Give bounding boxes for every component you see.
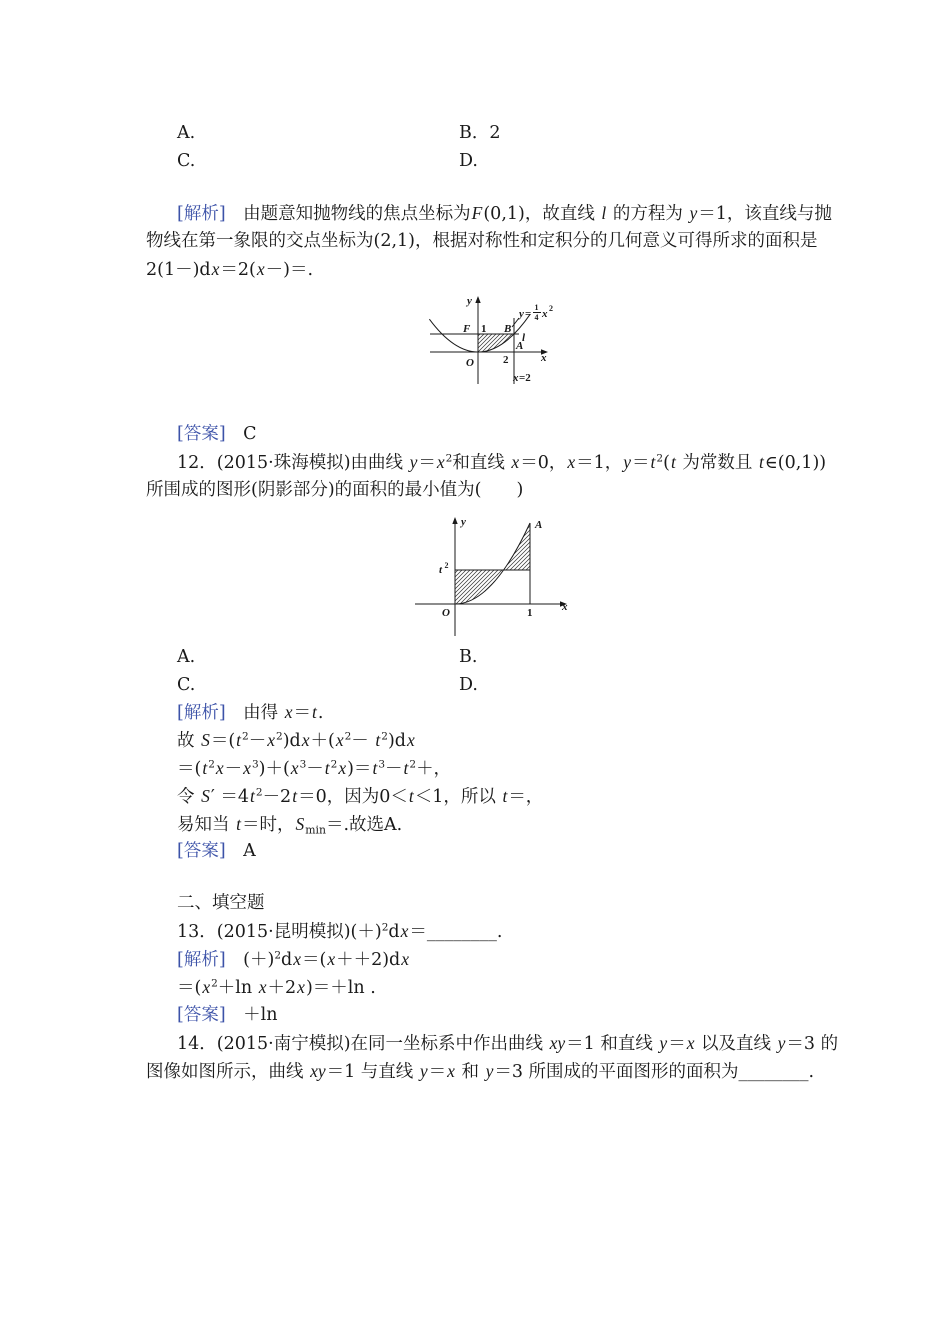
text-run: 12．(2015·珠海模拟)由曲线 bbox=[177, 453, 409, 473]
text-run: ＝( bbox=[177, 759, 202, 779]
text-run: ＝ bbox=[418, 453, 436, 473]
curve-label-leader bbox=[512, 318, 519, 327]
superscript: 2 bbox=[344, 730, 352, 743]
math-variable: S bbox=[201, 786, 210, 806]
t-squared-label-var: t bbox=[439, 564, 443, 576]
hatch-line bbox=[466, 570, 498, 602]
parabola-curve bbox=[455, 523, 530, 604]
text-run: ＜1，所以 bbox=[414, 787, 502, 807]
hatch-line bbox=[478, 334, 496, 352]
text-run: － bbox=[385, 759, 403, 779]
math-variable: x bbox=[267, 730, 275, 750]
text-run: 图像如图所示，曲线 bbox=[146, 1062, 310, 1082]
q12-stem-line bbox=[146, 476, 523, 504]
text-run: )d bbox=[387, 731, 406, 751]
superscript: 2 bbox=[409, 758, 417, 771]
math-variable: x bbox=[567, 452, 576, 472]
text-run: ＝ bbox=[668, 1034, 686, 1054]
text-run: ＝时， bbox=[241, 815, 295, 835]
q12-area-figure bbox=[410, 512, 575, 640]
text-run: )＝＋ln . bbox=[305, 978, 376, 998]
text-run: 为常数且 bbox=[676, 453, 758, 473]
text-run: ∈(0,1)) bbox=[764, 453, 827, 473]
text-run: ＋( bbox=[310, 731, 335, 751]
math-variable: x bbox=[202, 977, 211, 997]
q12-stem-line bbox=[177, 448, 826, 476]
text-run: ( bbox=[663, 453, 670, 473]
q11-analysis-line bbox=[146, 255, 313, 283]
section-label: [解析] bbox=[177, 703, 226, 723]
text-run: 易知当 bbox=[177, 815, 236, 835]
hatch-line bbox=[455, 570, 482, 597]
q12-analysis-line bbox=[177, 726, 416, 754]
curve-label-x: x bbox=[542, 308, 548, 320]
q12-option-b: B. bbox=[459, 647, 478, 667]
text-run: ＝( bbox=[301, 950, 327, 970]
superscript: 2 bbox=[445, 452, 453, 465]
text-run: ＝0， bbox=[520, 453, 567, 473]
text-run: ＝1 与直线 bbox=[326, 1062, 419, 1082]
hatch-line bbox=[455, 570, 474, 589]
q11-analysis-line bbox=[177, 199, 832, 227]
text-run: ＝3 的 bbox=[786, 1034, 839, 1054]
x-axis-label: x bbox=[562, 601, 568, 613]
math-variable: xy bbox=[549, 1033, 566, 1053]
superscript: 2 bbox=[274, 949, 281, 962]
y-axis-arrow-icon bbox=[475, 296, 480, 303]
text-run: －2 bbox=[262, 787, 292, 807]
text-run: )＝ bbox=[347, 759, 372, 779]
q13-stem-line bbox=[177, 917, 502, 945]
math-variable: y bbox=[777, 1033, 786, 1053]
superscript: 3 bbox=[251, 758, 259, 771]
q11-hatched-region bbox=[478, 334, 512, 352]
q11-analysis-line bbox=[146, 227, 817, 255]
text-run: 令 bbox=[177, 787, 201, 807]
hatch-line bbox=[510, 550, 530, 570]
math-variable: x bbox=[297, 977, 305, 997]
math-variable: S bbox=[201, 730, 210, 750]
math-variable: t bbox=[408, 786, 414, 806]
section-label: [答案] bbox=[177, 1005, 226, 1025]
math-variable: x bbox=[338, 758, 347, 778]
y-tick-label: 1 bbox=[481, 323, 487, 335]
text-run: ＋＋2)d bbox=[336, 950, 401, 970]
math-variable: x bbox=[686, 1033, 695, 1053]
origin-label: O bbox=[466, 357, 474, 369]
section-label: [解析] bbox=[177, 950, 226, 970]
text-run: ＝ bbox=[293, 703, 312, 723]
superscript: 2 bbox=[330, 758, 338, 771]
y-axis-arrow-icon bbox=[452, 517, 457, 524]
hatch-line bbox=[473, 570, 503, 600]
hatch-line bbox=[514, 554, 530, 570]
q12-analysis-line bbox=[177, 810, 402, 838]
superscript: 2 bbox=[242, 730, 249, 743]
math-variable: y bbox=[689, 203, 698, 223]
q11-parabola-figure bbox=[420, 292, 565, 388]
text-run: － bbox=[224, 759, 243, 779]
text-run: 13．(2015·昆明模拟)(＋) bbox=[177, 922, 382, 942]
math-variable: t bbox=[403, 758, 409, 778]
text-run: ＝， bbox=[508, 787, 544, 807]
hatch-line bbox=[526, 566, 530, 570]
line-x2-label-var: x bbox=[513, 372, 519, 384]
q11-answer bbox=[177, 420, 257, 448]
text-run: ＝________. bbox=[409, 922, 503, 942]
math-variable: t bbox=[375, 730, 381, 750]
hatch-line bbox=[455, 570, 462, 577]
text-run: ＋ln bbox=[225, 1005, 278, 1025]
q13-analysis-line bbox=[177, 973, 376, 1001]
text-run: A bbox=[225, 841, 256, 861]
math-variable: y bbox=[419, 1061, 428, 1081]
text-run: ＝1 和直线 bbox=[566, 1034, 659, 1054]
math-variable: F bbox=[471, 203, 483, 223]
origin-label: O bbox=[442, 607, 450, 619]
q11-option-d: D. bbox=[459, 151, 478, 171]
q12-hatched-region bbox=[455, 526, 530, 604]
hatch-line bbox=[455, 570, 470, 585]
math-variable: x bbox=[436, 452, 445, 472]
text-run: ＝3 所围成的平面图形的面积为________. bbox=[494, 1062, 815, 1082]
superscript: 3 bbox=[299, 758, 307, 771]
math-variable: t bbox=[372, 758, 378, 778]
superscript: 2 bbox=[211, 977, 218, 990]
section-heading: 二、填空题 bbox=[177, 893, 265, 913]
text-run: 所围成的图形(阴影部分)的面积的最小值为( ) bbox=[146, 480, 524, 500]
math-variable: y bbox=[409, 452, 418, 472]
math-variable: x bbox=[335, 730, 344, 750]
text-run: )d bbox=[282, 731, 301, 751]
superscript: 2 bbox=[208, 758, 215, 771]
t-squared-label-exponent: 2 bbox=[444, 561, 449, 570]
text-run: ＋ln bbox=[217, 978, 258, 998]
math-variable: t bbox=[236, 730, 242, 750]
math-variable: x bbox=[258, 977, 267, 997]
q12-analysis-line bbox=[177, 698, 323, 726]
line-l-label: l bbox=[522, 332, 526, 344]
text-run: 2(1－)d bbox=[146, 260, 211, 280]
text-run: 由题意知抛物线的焦点坐标为 bbox=[225, 204, 471, 224]
text-run: 14．(2015·南宁模拟)在同一坐标系中作出曲线 bbox=[177, 1034, 549, 1054]
text-run: 以及直线 bbox=[695, 1034, 777, 1054]
superscript: 2 bbox=[381, 921, 389, 934]
hatch-line bbox=[478, 334, 488, 344]
math-variable: x bbox=[211, 259, 220, 279]
text-run: (0,1)，故直线 bbox=[483, 204, 601, 224]
line-x2-label-rest: =2 bbox=[519, 372, 531, 384]
q14-stem-line bbox=[146, 1057, 814, 1085]
math-variable: x bbox=[447, 1061, 455, 1081]
superscript: 3 bbox=[378, 758, 385, 771]
text-run: ＝( bbox=[210, 731, 236, 751]
superscript: 2 bbox=[276, 730, 283, 743]
hatch-line bbox=[455, 570, 486, 601]
curve-label-denominator: 4 bbox=[534, 313, 539, 322]
section-label: [解析] bbox=[177, 204, 226, 224]
x-tick-label: 1 bbox=[527, 607, 533, 619]
q12-option-a: A. bbox=[177, 647, 196, 667]
q12-option-d: D. bbox=[459, 675, 478, 695]
text-run: 的方程为 bbox=[607, 204, 689, 224]
curve-label-eq: = bbox=[525, 308, 532, 320]
text-run: ＝ bbox=[428, 1062, 447, 1082]
subscript: min bbox=[305, 823, 326, 837]
math-variable: x bbox=[243, 758, 251, 778]
text-run: )＋( bbox=[258, 759, 290, 779]
y-axis-label: y bbox=[467, 295, 472, 307]
math-variable: t bbox=[758, 452, 764, 472]
math-variable: t bbox=[670, 452, 676, 472]
text-run: ＝0，因为0＜ bbox=[298, 787, 408, 807]
math-variable: t bbox=[250, 786, 255, 806]
q12-analysis-line bbox=[177, 754, 451, 782]
math-variable: x bbox=[511, 452, 520, 472]
math-variable: x bbox=[284, 702, 293, 722]
q13-answer bbox=[177, 1001, 278, 1029]
y-axis-label: y bbox=[461, 516, 466, 528]
x-axis-label: x bbox=[541, 352, 547, 364]
superscript: 2 bbox=[255, 786, 263, 799]
text-run: ＝2( bbox=[220, 260, 256, 280]
text-run: C bbox=[225, 424, 257, 444]
x-tick-label: 2 bbox=[503, 354, 509, 366]
superscript: 2 bbox=[656, 452, 664, 465]
text-run: － bbox=[351, 731, 375, 751]
math-variable: y bbox=[623, 452, 632, 472]
text-run: d bbox=[388, 922, 400, 942]
text-run: ＝ bbox=[632, 453, 650, 473]
text-run: 和直线 bbox=[452, 453, 511, 473]
text-run: ＝1，该直线与抛 bbox=[698, 204, 832, 224]
q12-option-c: C. bbox=[177, 675, 196, 695]
math-variable: t bbox=[312, 702, 317, 722]
curve-label-y: y bbox=[519, 308, 524, 320]
q12-answer bbox=[177, 837, 256, 865]
text-run: ＝1， bbox=[576, 453, 623, 473]
point-b-label: B bbox=[504, 323, 512, 335]
point-a-label: A bbox=[516, 340, 524, 352]
focus-label: F bbox=[463, 323, 471, 335]
point-a-label: A bbox=[535, 519, 543, 531]
math-variable: x bbox=[400, 921, 409, 941]
section-label: [答案] bbox=[177, 424, 226, 444]
text-run: ＝( bbox=[177, 978, 202, 998]
text-run: － bbox=[248, 731, 267, 751]
text-run: ＝.故选A. bbox=[325, 815, 403, 835]
math-variable: x bbox=[401, 949, 410, 969]
math-variable: x bbox=[256, 259, 265, 279]
math-variable: t bbox=[502, 786, 508, 806]
text-run: ′ ＝4 bbox=[210, 787, 249, 807]
q13-analysis-line bbox=[177, 945, 410, 973]
text-run: 故 bbox=[177, 731, 201, 751]
math-variable: x bbox=[327, 949, 336, 969]
math-variable: l bbox=[601, 203, 607, 223]
math-variable: x bbox=[215, 758, 224, 778]
math-variable: t bbox=[650, 452, 656, 472]
curve-label-numerator: 1 bbox=[534, 303, 539, 312]
text-run: － bbox=[306, 759, 324, 779]
text-run: 和 bbox=[455, 1062, 485, 1082]
math-variable: x bbox=[406, 730, 415, 750]
text-run: (＋) bbox=[225, 950, 275, 970]
math-variable: x bbox=[290, 758, 299, 778]
math-variable: t bbox=[324, 758, 330, 778]
text-run: d bbox=[281, 950, 293, 970]
text-run: 物线在第一象限的交点坐标为(2,1)，根据对称性和定积分的几何意义可得所求的面积是 bbox=[146, 231, 818, 251]
section-label: [答案] bbox=[177, 841, 226, 861]
math-variable: S bbox=[295, 814, 305, 834]
math-variable: y bbox=[659, 1033, 668, 1053]
q14-stem-line bbox=[177, 1029, 838, 1057]
math-variable: xy bbox=[310, 1061, 326, 1081]
math-variable: x bbox=[293, 949, 301, 969]
text-run: 由得 bbox=[225, 703, 284, 723]
q11-option-c: C. bbox=[177, 151, 196, 171]
math-variable: t bbox=[236, 814, 241, 834]
hatch-line bbox=[478, 334, 492, 348]
q12-analysis-line bbox=[177, 782, 543, 810]
text-run: . bbox=[317, 703, 324, 723]
math-variable: t bbox=[202, 758, 208, 778]
superscript: 2 bbox=[381, 730, 388, 743]
math-variable: x bbox=[301, 730, 310, 750]
hatch-line bbox=[522, 562, 530, 570]
text-run: －)＝. bbox=[265, 260, 314, 280]
text-run: ＋， bbox=[416, 759, 452, 779]
q11-option-a: A. bbox=[177, 123, 196, 143]
math-variable: y bbox=[485, 1061, 494, 1081]
q11-option-b: B．2 bbox=[459, 123, 501, 143]
curve-label-exponent: 2 bbox=[549, 304, 553, 313]
math-variable: t bbox=[292, 786, 298, 806]
text-run: ＋2 bbox=[267, 978, 297, 998]
